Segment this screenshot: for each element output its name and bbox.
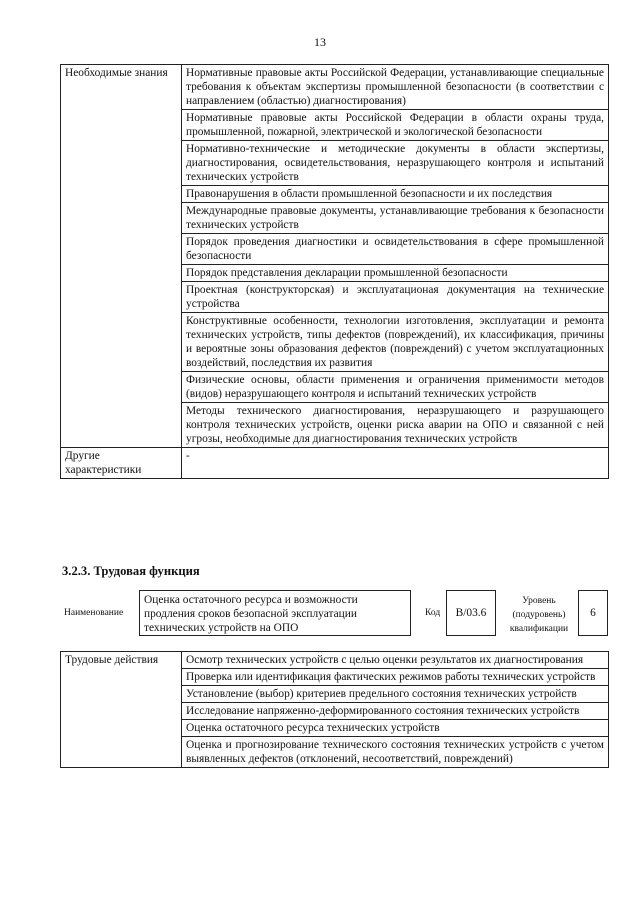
labor-action-item: Установление (выбор) критериев предельного состояния технических устройств	[182, 686, 609, 703]
labor-action-item: Исследование напряженно-деформированного состояния технических устройств	[182, 703, 609, 720]
section-heading: 3.2.3. Трудовая функция	[62, 564, 200, 578]
labor-action-item: Осмотр технических устройств с целью оценки результатов их диагностирования	[182, 652, 609, 669]
other-characteristics-label: Другие характеристики	[61, 448, 182, 479]
knowledge-item: Нормативно-технические и методические документы в области экспертизы, диагностирования, освидетельствования, неразрушающего контроля и испытаний технических устройств	[182, 141, 609, 186]
labor-actions-table	[60, 651, 609, 768]
knowledge-item: Нормативные правовые акты Российской Федерации в области охраны труда, промышленной, пожарной, электрической и экологической безопасности	[182, 110, 609, 141]
knowledge-item: Порядок представления декларации промышленной безопасности	[182, 265, 609, 282]
knowledge-item: Методы технического диагностирования, неразрушающего и разрушающего контроля технических устройств, оценки риска аварии на ОПО и связанной с ней угрозы, необходимые для диагностирования технических устройств	[182, 403, 609, 448]
code-label: Код	[425, 608, 441, 618]
page-number: 13	[314, 35, 326, 49]
knowledge-item: Проектная (конструкторская) и эксплуатационая документация на технические устройства	[182, 282, 609, 313]
qualification-level-box: 6	[578, 590, 608, 636]
knowledge-item: Порядок проведения диагностики и освидетельствования в сфере промышленной безопасности	[182, 234, 609, 265]
qualification-level-label: Уровень (подуровень) квалификации	[509, 596, 569, 634]
labor-action-item: Проверка или идентификация фактических режимов работы технических устройств	[182, 669, 609, 686]
knowledge-item: Нормативные правовые акты Российской Федерации, устанавливающие специальные требования к объектам экспертизы промышленной безопасности (в соответствии с направлением (областью) диагностирования)	[182, 65, 609, 110]
knowledge-item: Физические основы, области применения и ограничения применимости методов (видов) неразрушающего контроля и испытаний технических устройств	[182, 372, 609, 403]
knowledge-item: Конструктивные особенности, технологии изготовления, эксплуатации и ремонта технических устройств, типы дефектов (повреждений), их классификация, причины и вероятные зоны образования дефектов (повреждений) с учетом эксплуатационных воздействий, последствия их развития	[182, 313, 609, 372]
knowledge-item: Правонарушения в области промышленной безопасности и их последствия	[182, 186, 609, 203]
other-characteristics-value: -	[182, 448, 609, 479]
knowledge-item: Международные правовые документы, устанавливающие требования к безопасности технических устройств	[182, 203, 609, 234]
function-name-label: Наименование	[64, 608, 124, 618]
function-name-box: Оценка остаточного ресурса и возможности продления сроков безопасной эксплуатации технических устройств на ОПО	[139, 590, 411, 636]
labor-action-item: Оценка и прогнозирование технического состояния технических устройств с учетом выявленных дефектов (отклонений, несоответствий, повреждений)	[182, 737, 609, 768]
labor-action-item: Оценка остаточного ресурса технических устройств	[182, 720, 609, 737]
knowledge-label: Необходимые знания	[61, 65, 182, 448]
code-box: В/03.6	[446, 590, 496, 636]
labor-actions-label: Трудовые действия	[61, 652, 182, 768]
knowledge-table	[60, 64, 609, 479]
